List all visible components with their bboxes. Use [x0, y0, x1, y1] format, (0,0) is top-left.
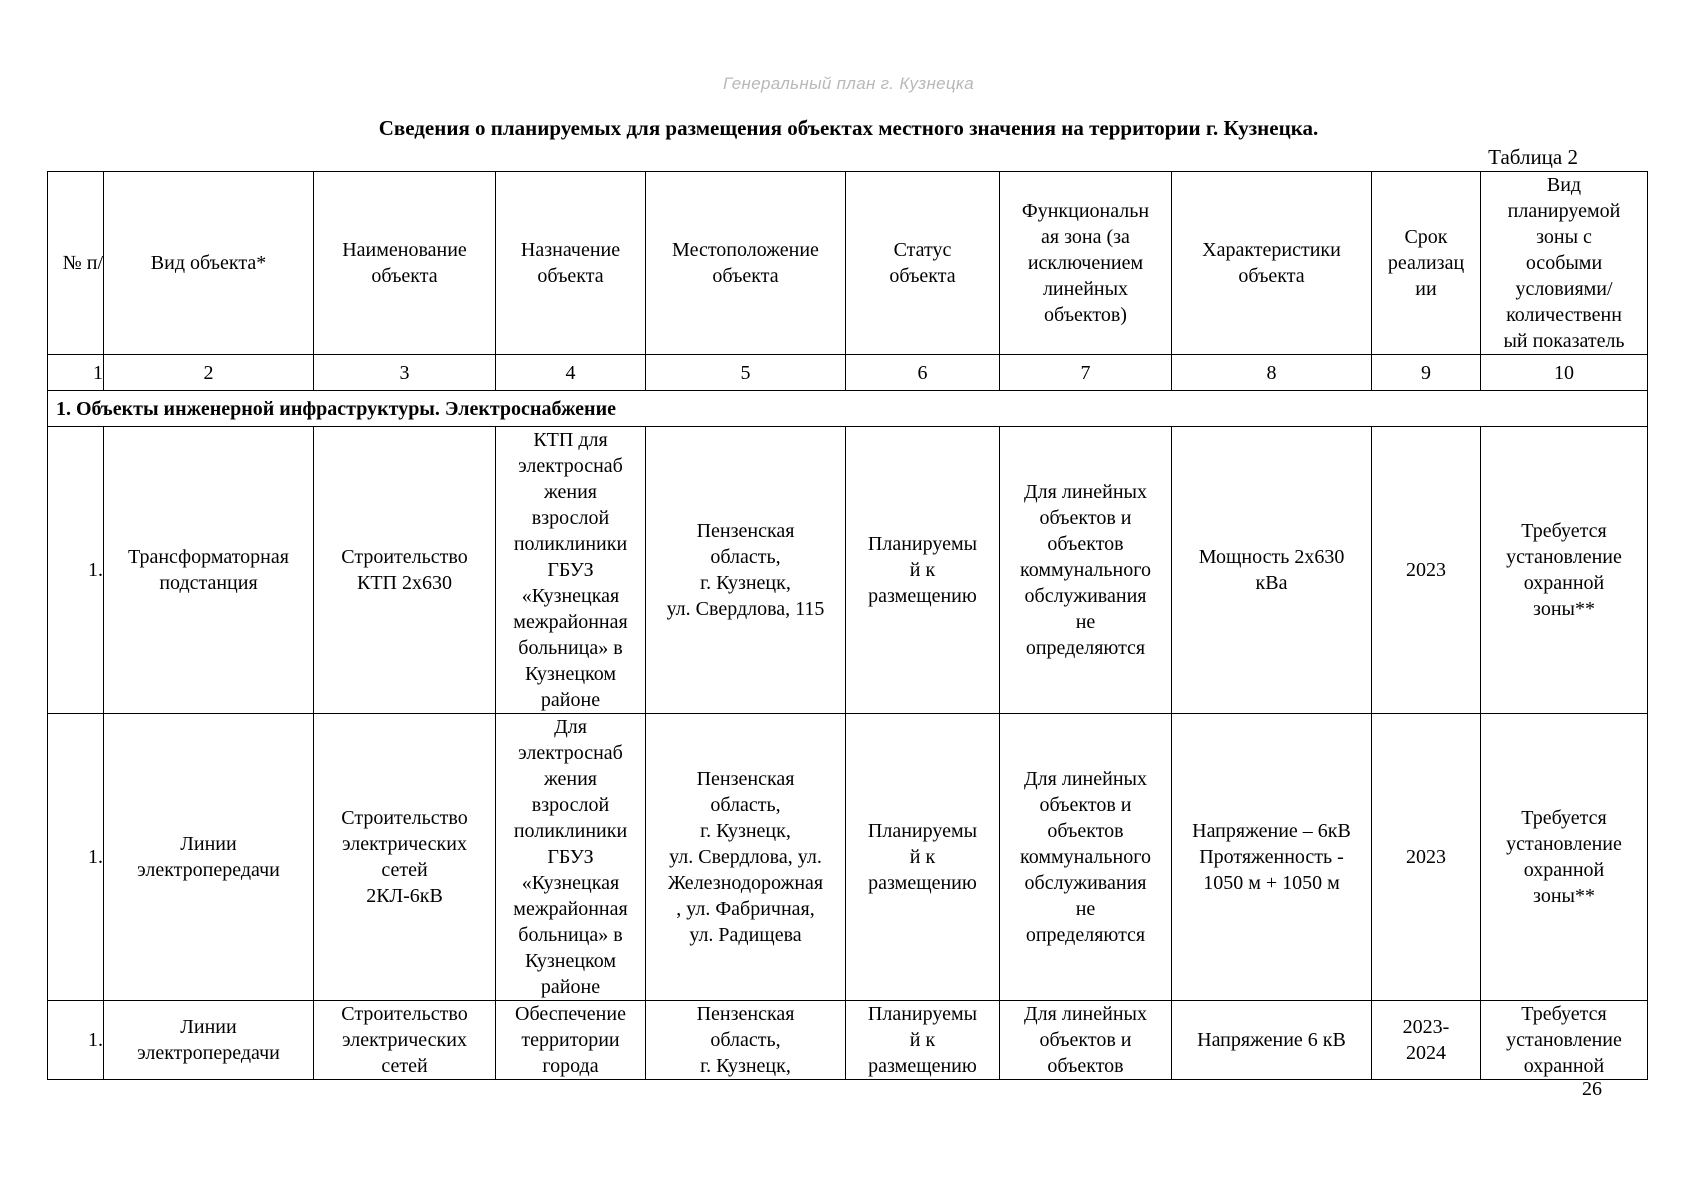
cell-characteristics: Напряжение – 6кВ Протяженность - 1050 м + 1050 м [1172, 714, 1372, 1001]
cell-object-name: Строительство КТП 2х630 [314, 427, 496, 714]
cell-functional-zone: Для линейных объектов и объектов [1000, 1001, 1172, 1080]
cell-object-name: Строительство электрических сетей 2КЛ-6кВ [314, 714, 496, 1001]
section-row [48, 391, 1648, 427]
header-cell-object-location: Местоположение объекта [646, 172, 846, 355]
header-cell-object-type: Вид объекта* [104, 172, 314, 355]
cell-object-status: Планируемы й к размещению [846, 427, 1000, 714]
column-number-cell: 6 [846, 355, 1000, 391]
cell-object-type: Линии электропередачи [104, 1001, 314, 1080]
column-number-row [48, 355, 1648, 391]
cell-special-zone: Требуется установление охранной [1481, 1001, 1648, 1080]
column-number-cell: 5 [646, 355, 846, 391]
header-cell-object-purpose: Назначение объекта [496, 172, 646, 355]
row-number: 1. [48, 714, 104, 1001]
table-header-row [48, 172, 1648, 355]
header-cell-special-zone: Вид планируемой зоны с особыми условиями/ количественн ый показатель [1481, 172, 1648, 355]
cell-object-status: Планируемы й к размещению [846, 714, 1000, 1001]
header-cell-functional-zone: Функциональн ая зона (за исключением линейных объектов) [1000, 172, 1172, 355]
cell-functional-zone: Для линейных объектов и объектов коммунального обслуживания не определяются [1000, 714, 1172, 1001]
table-label: Таблица 2 [1488, 145, 1578, 169]
cell-object-purpose: Для электроснаб жения взрослой поликлиники ГБУЗ «Кузнецкая межрайонная больница» в Кузнецком районе [496, 714, 646, 1001]
header-cell-characteristics: Характеристики объекта [1172, 172, 1372, 355]
cell-term: 2023 [1372, 714, 1481, 1001]
cell-functional-zone: Для линейных объектов и объектов коммунального обслуживания не определяются [1000, 427, 1172, 714]
cell-object-type: Линии электропередачи [104, 714, 314, 1001]
column-number-cell: 1 [48, 355, 104, 391]
cell-object-purpose: Обеспечение территории города [496, 1001, 646, 1080]
column-number-cell: 4 [496, 355, 646, 391]
cell-object-status: Планируемы й к размещению [846, 1001, 1000, 1080]
row-number: 1. [48, 427, 104, 714]
cell-object-location: Пензенская область, г. Кузнецк, ул. Свердлова, ул. Железнодорожная , ул. Фабричная, ул. Радищева [646, 714, 846, 1001]
cell-object-location: Пензенская область, г. Кузнецк, ул. Свердлова, 115 [646, 427, 846, 714]
header-cell-number: № п/ [48, 172, 104, 355]
cell-characteristics: Мощность 2х630 кВа [1172, 427, 1372, 714]
cell-object-type: Трансформаторная подстанция [104, 427, 314, 714]
column-number-cell: 2 [104, 355, 314, 391]
row-number: 1. [48, 1001, 104, 1080]
column-number-cell: 7 [1000, 355, 1172, 391]
header-cell-object-status: Статус объекта [846, 172, 1000, 355]
cell-object-purpose: КТП для электроснаб жения взрослой поликлиники ГБУЗ «Кузнецкая межрайонная больница» в Кузнецком районе [496, 427, 646, 714]
objects-table [47, 171, 1648, 1080]
document-title: Сведения о планируемых для размещения объектах местного значения на территории г. Кузнецка. [378, 116, 1319, 140]
cell-object-location: Пензенская область, г. Кузнецк, [646, 1001, 846, 1080]
table-row [48, 427, 1648, 714]
section-title: 1. Объекты инженерной инфраструктуры. Электроснабжение [48, 391, 1648, 427]
cell-special-zone: Требуется установление охранной зоны** [1481, 427, 1648, 714]
column-number-cell: 9 [1372, 355, 1481, 391]
cell-characteristics: Напряжение 6 кВ [1172, 1001, 1372, 1080]
document-watermark: Генеральный план г. Кузнецка [723, 74, 974, 93]
column-number-cell: 3 [314, 355, 496, 391]
cell-term: 2023- 2024 [1372, 1001, 1481, 1080]
cell-term: 2023 [1372, 427, 1481, 714]
table-row [48, 714, 1648, 1001]
page-number: 26 [1582, 1078, 1602, 1100]
table-row [48, 1001, 1648, 1080]
header-cell-term: Срок реализац ии [1372, 172, 1481, 355]
cell-object-name: Строительство электрических сетей [314, 1001, 496, 1080]
column-number-cell: 10 [1481, 355, 1648, 391]
column-number-cell: 8 [1172, 355, 1372, 391]
header-cell-object-name: Наименование объекта [314, 172, 496, 355]
cell-special-zone: Требуется установление охранной зоны** [1481, 714, 1648, 1001]
